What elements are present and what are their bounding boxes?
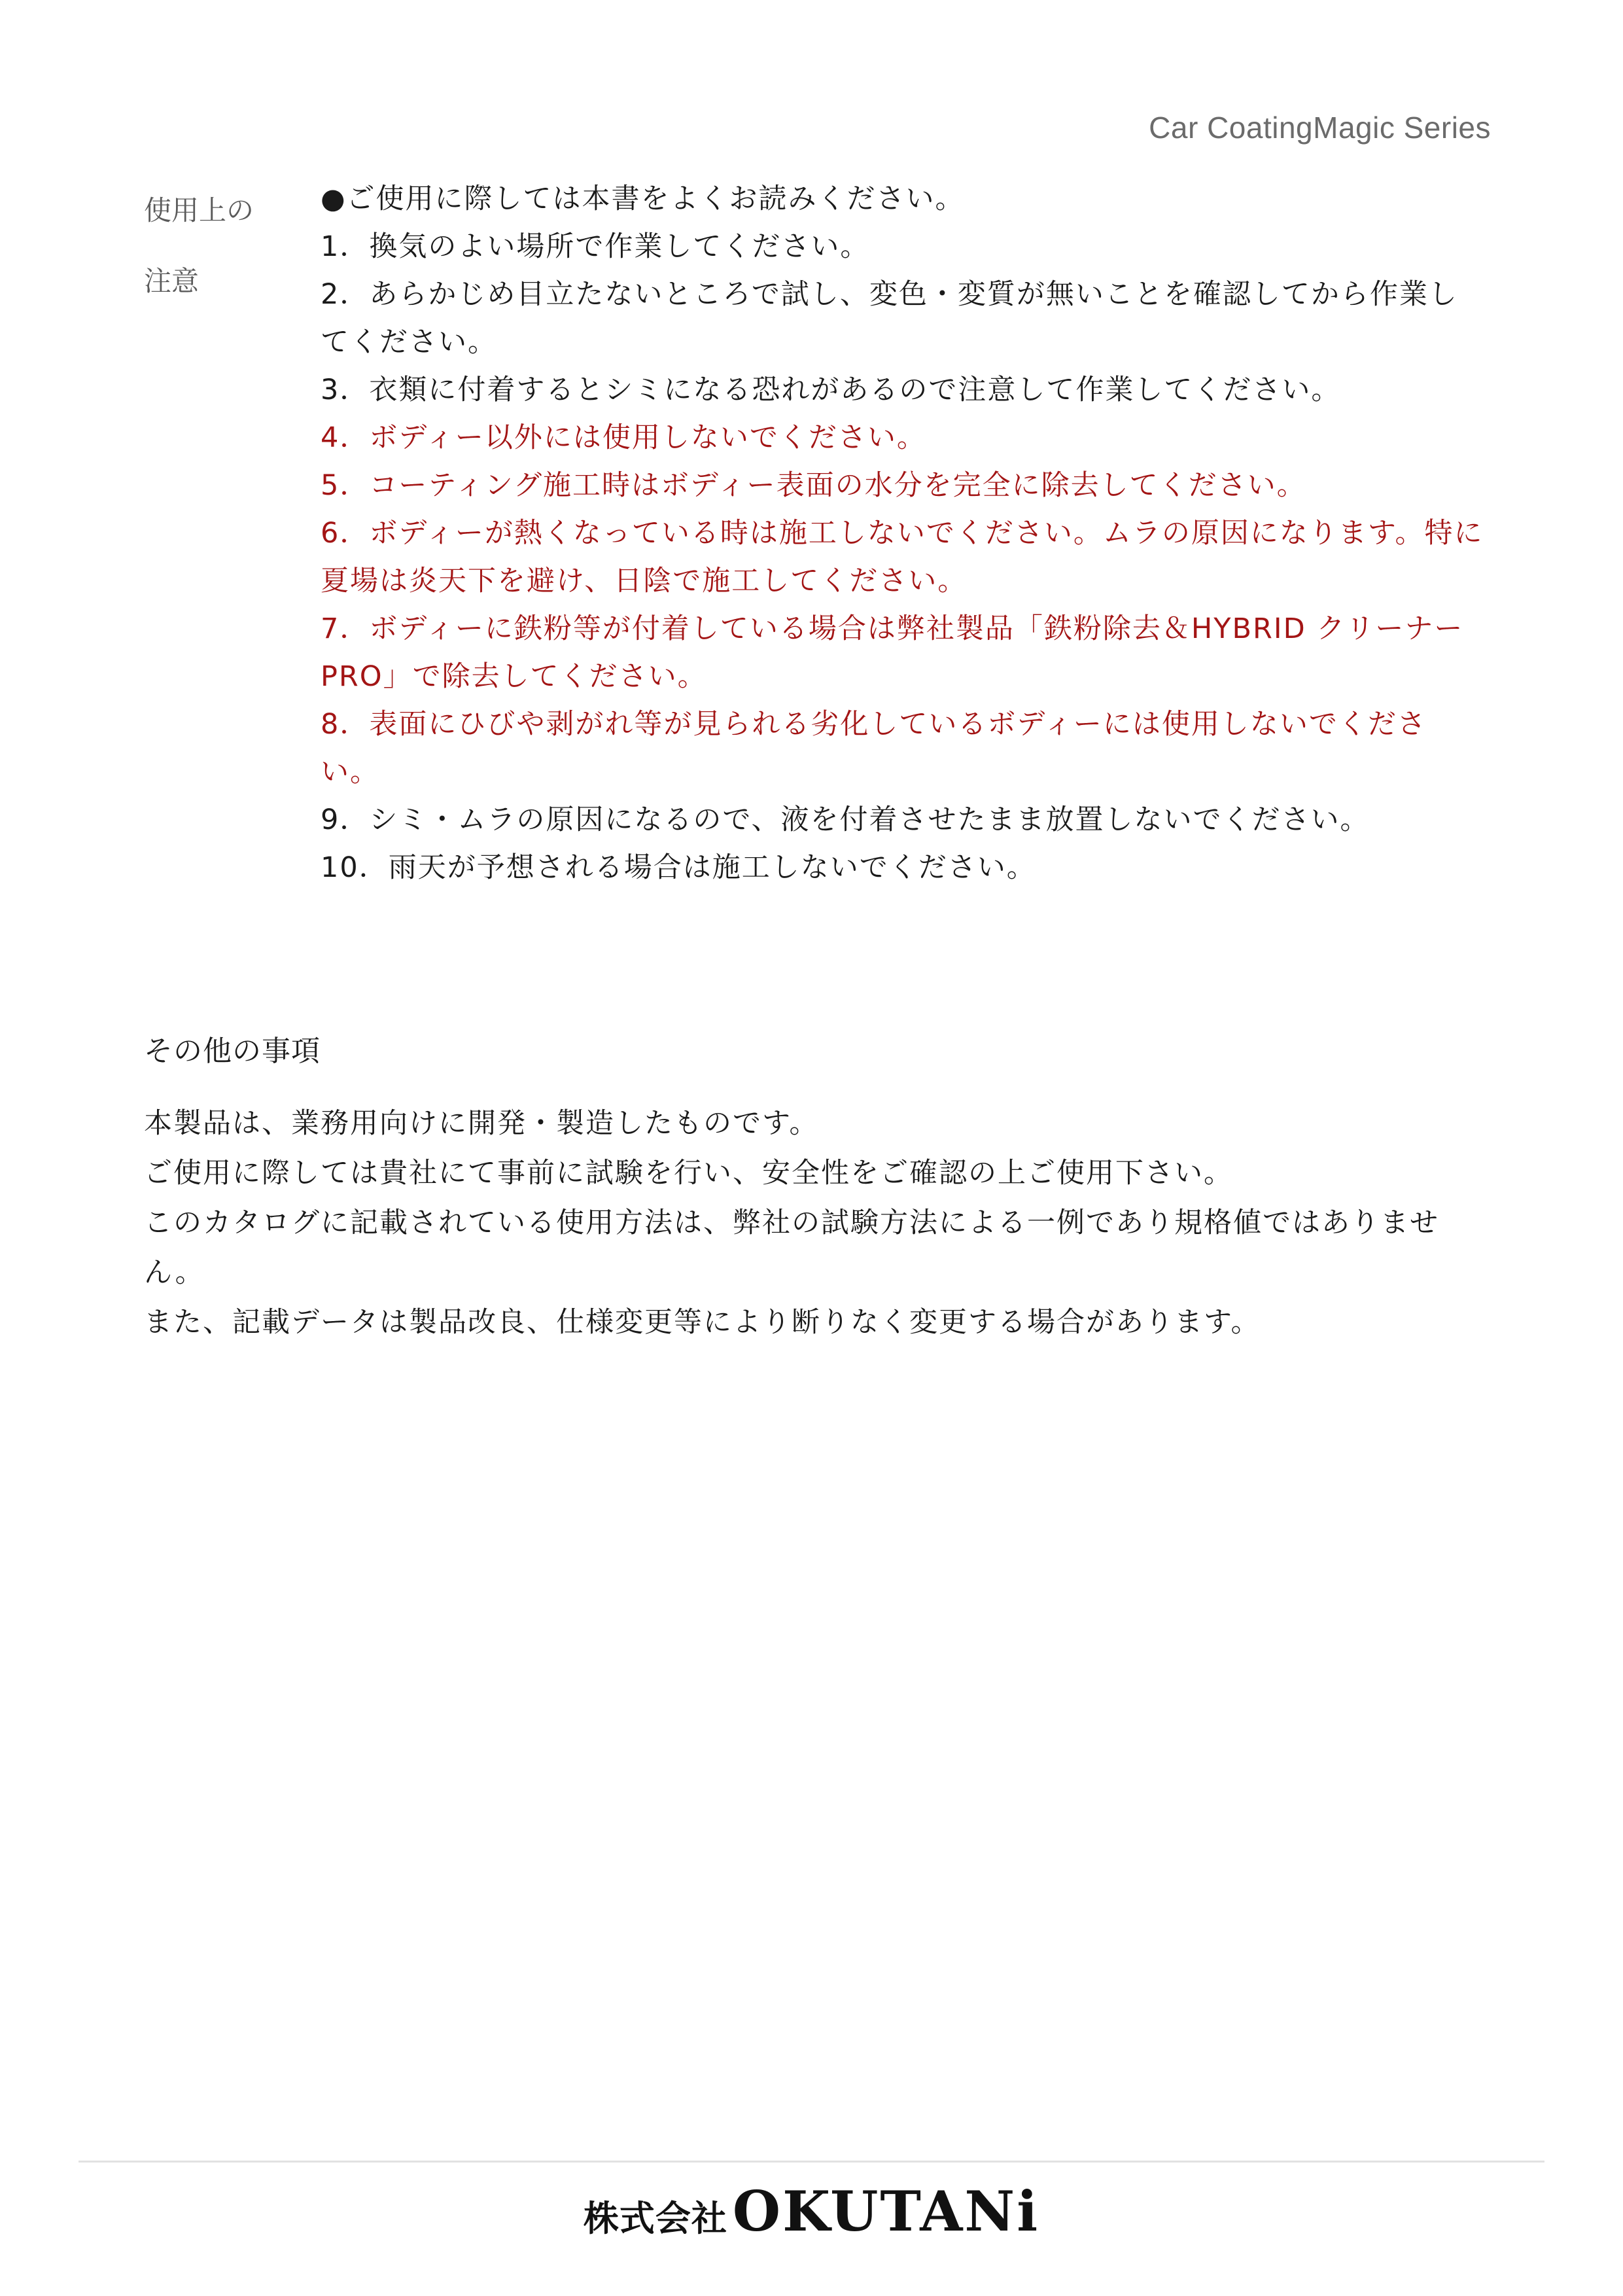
other-section [144, 1027, 1492, 1347]
other-body [144, 1099, 1492, 1347]
other-paragraph: このカタログに記載されている使用方法は、弊社の試験方法による一例であり規格値ではありません。 [144, 1207, 1439, 1289]
precaution-item-warning: 8．表面にひびや剥がれ等が見られる劣化しているボディーには使用しないでください。 [321, 708, 1427, 788]
other-title: その他の事項 [144, 1034, 321, 1068]
other-paragraph: また、記載データは製品改良、仕様変更等により断りなく変更する場合があります。 [144, 1306, 1261, 1339]
precaution-item: 10．雨天が予想される場合は施工しないでください。 [321, 851, 1036, 884]
precautions-label-line1: 使用上の [144, 194, 254, 226]
precaution-item-warning: 4．ボディー以外には使用しないでください。 [321, 421, 926, 454]
company-prefix: 株式会社 [583, 2198, 727, 2239]
other-paragraph: 本製品は、業務用向けに開発・製造したものです。 [144, 1107, 819, 1140]
precaution-item-warning: 5．コーティング施工時はボディー表面の水分を完全に除去してください。 [321, 469, 1306, 502]
precautions-label-line2: 注意 [144, 265, 200, 297]
other-paragraph: ご使用に際しては貴社にて事前に試験を行い、安全性をご確認の上ご使用下さい。 [144, 1157, 1233, 1190]
company-name: OKUTANi [732, 2179, 1040, 2244]
precaution-item: 2．あらかじめ目立たないところで試し、変色・変質が無いことを確認してから作業してください。 [321, 278, 1458, 359]
company-logo [0, 2179, 1623, 2244]
precaution-item-warning: 7．ボディーに鉄粉等が付着している場合は弊社製品「鉄粉除去＆HYBRID クリーナーPRO」で除去してください。 [321, 612, 1464, 693]
precautions-list [321, 175, 1485, 892]
precautions-label [144, 175, 321, 892]
series-title: Car CoatingMagic Series [1149, 111, 1491, 145]
precaution-item-warning: 6．ボディーが熱くなっている時は施工しないでください。ムラの原因になります。特に夏場は炎天下を避け、日陰で施工してください。 [321, 517, 1484, 597]
footer-divider [79, 2161, 1544, 2163]
precaution-item: 3．衣類に付着するとシミになる恐れがあるので注意して作業してください。 [321, 374, 1341, 406]
precautions-section [144, 175, 1492, 892]
precaution-item: ●ご使用に際しては本書をよくお読みください。 [321, 183, 965, 215]
precaution-item: 9．シミ・ムラの原因になるので、液を付着させたまま放置しないでください。 [321, 804, 1370, 836]
precaution-item: 1．換気のよい場所で作業してください。 [321, 230, 870, 263]
